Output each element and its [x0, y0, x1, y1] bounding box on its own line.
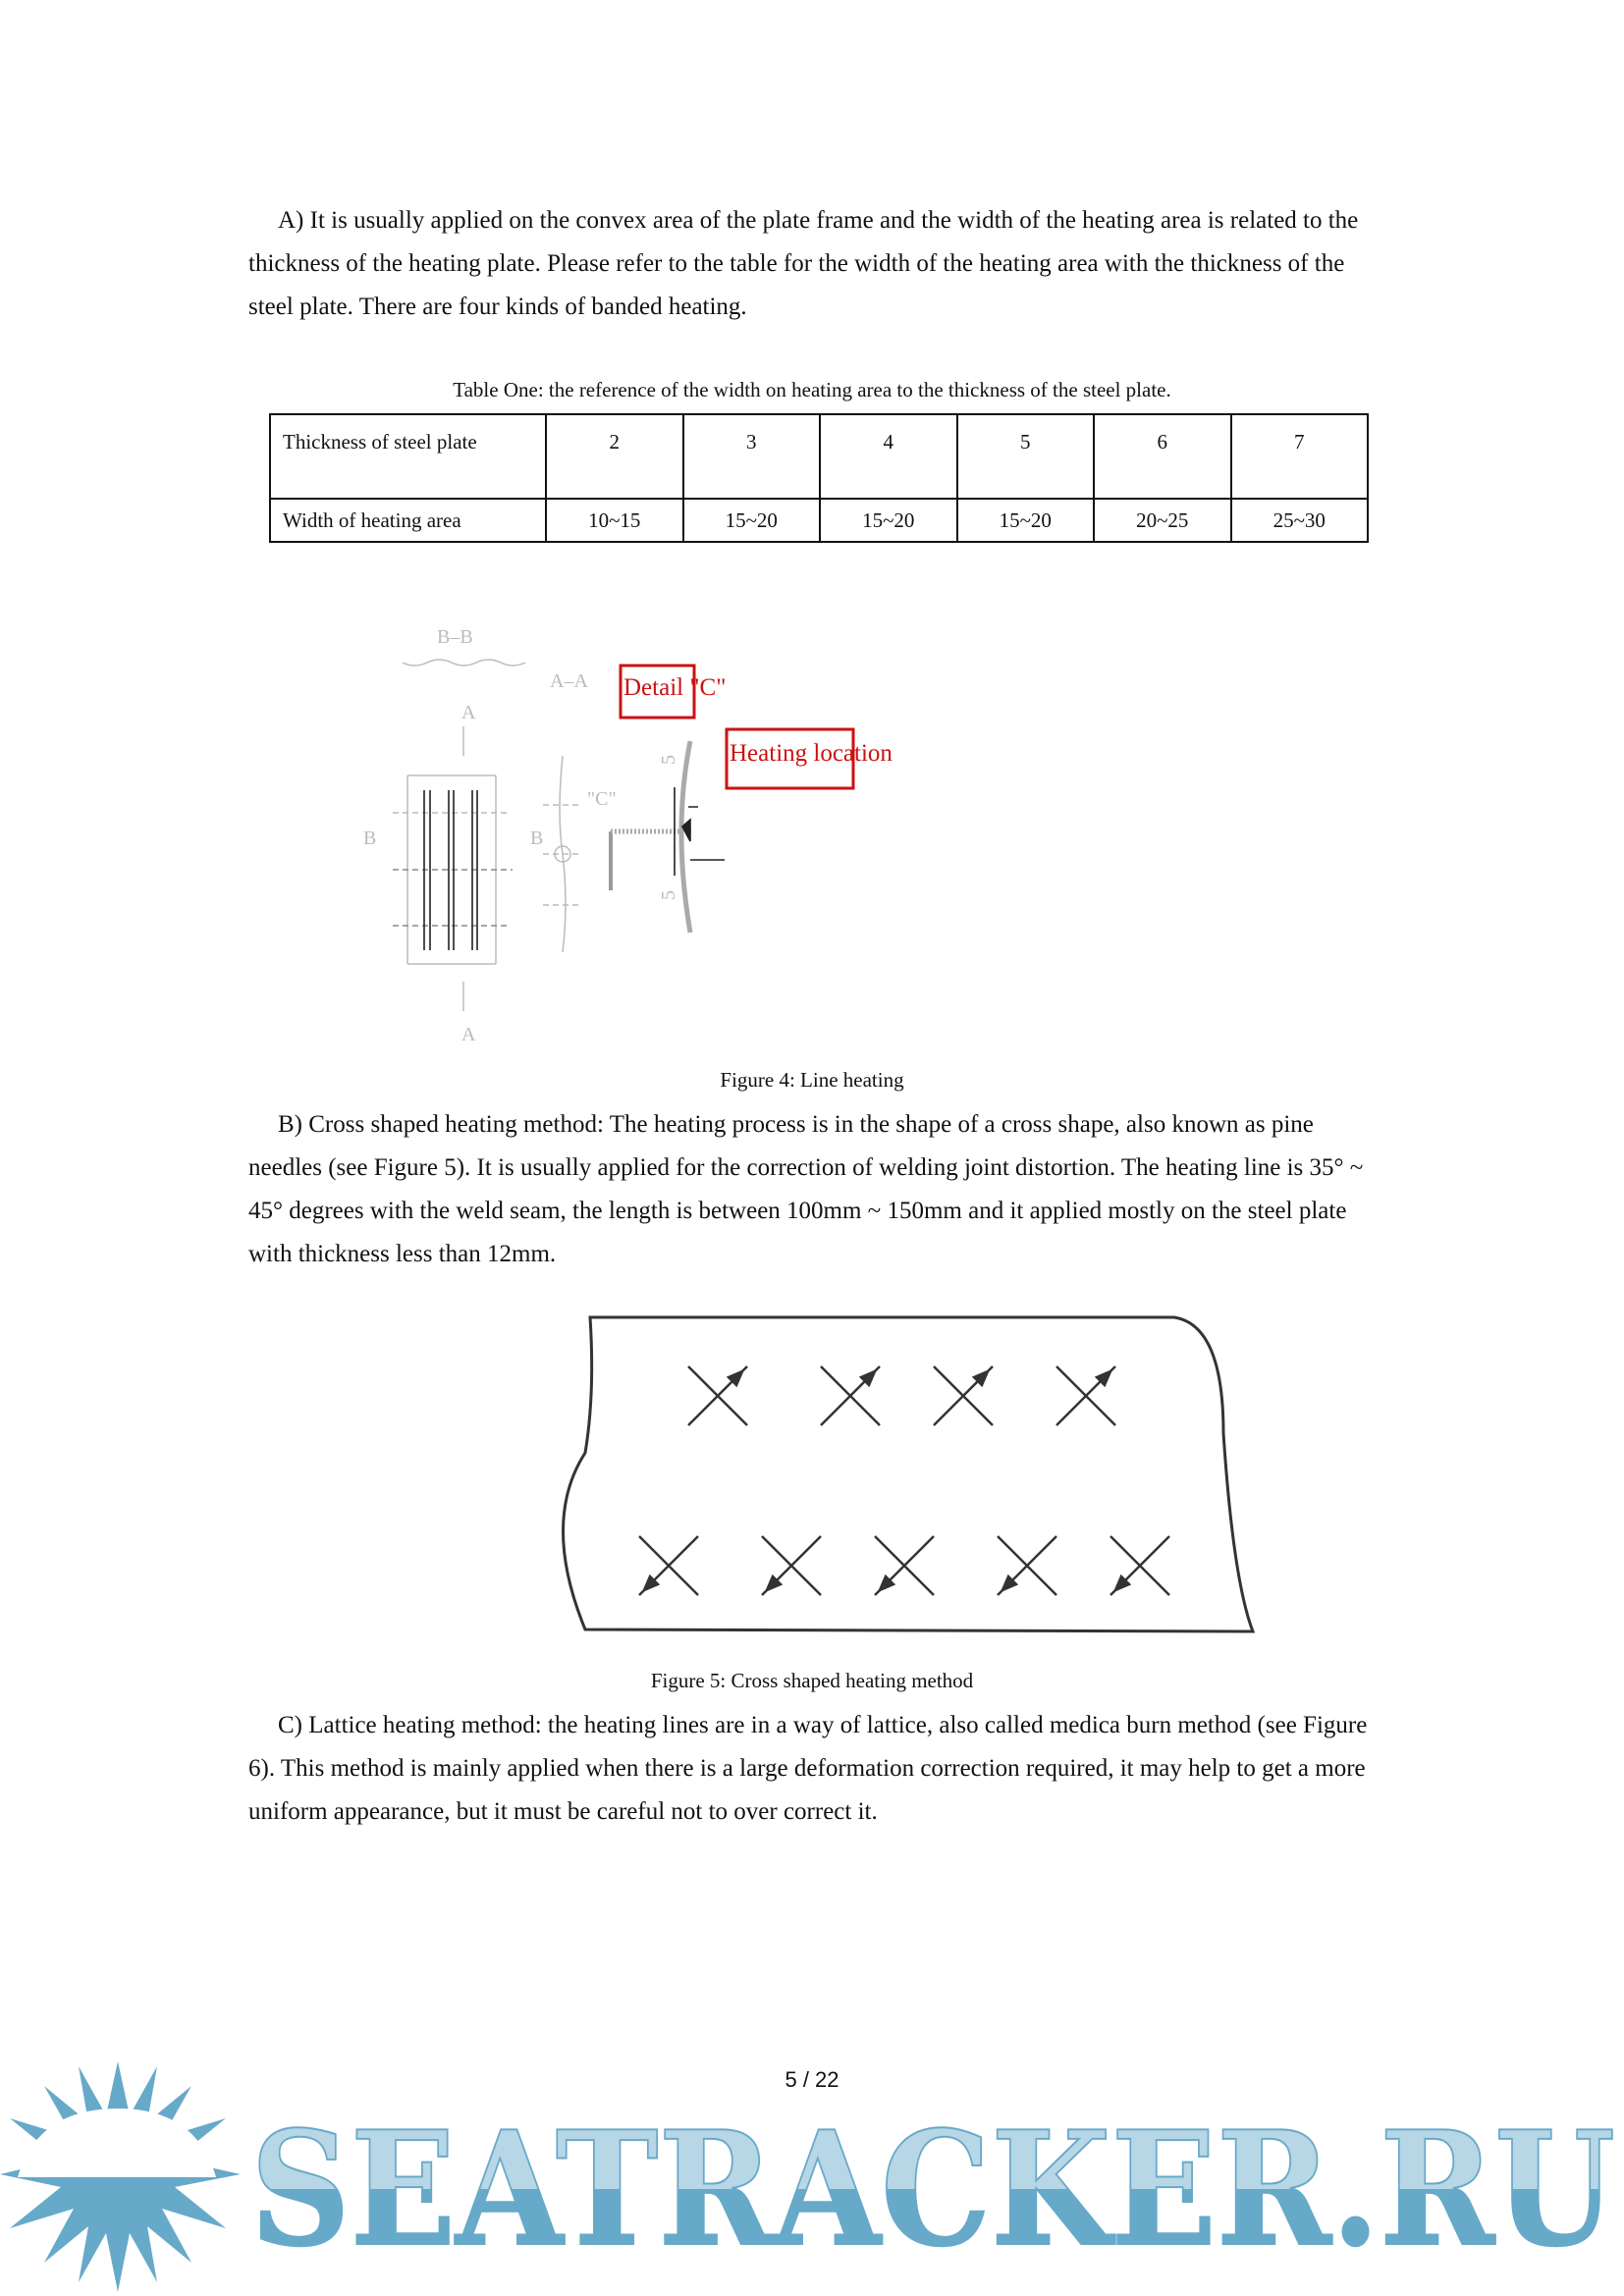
- heating-width-table: [269, 413, 1369, 543]
- label-b-left: B: [363, 828, 377, 849]
- table-cell: 15~20: [683, 499, 821, 542]
- seatracker-watermark-logo: [0, 2061, 1624, 2296]
- label-a-bottom: A: [461, 1024, 476, 1045]
- table-cell: 10~15: [546, 499, 683, 542]
- table-row: [270, 499, 1368, 542]
- paragraph-b: [248, 1103, 1387, 1276]
- table-cell: 2: [546, 414, 683, 499]
- figure-5-cross-heating: [546, 1286, 1292, 1649]
- paragraph-a: [248, 199, 1387, 329]
- row-header: Width of heating area: [270, 499, 546, 542]
- label-c: "C": [587, 788, 617, 810]
- paragraph-c: [248, 1704, 1387, 1834]
- heating-location-label: Heating location: [730, 740, 893, 767]
- table-cell: 5: [957, 414, 1095, 499]
- figure-4-caption: Figure 4: Line heating: [720, 1068, 904, 1092]
- table-cell: 6: [1094, 414, 1231, 499]
- watermark-text: SEATRACKER.RU: [250, 2097, 1615, 2281]
- label-a-top: A: [461, 702, 476, 723]
- table-caption: Table One: the reference of the width on heating area to the thickness of the steel plate.: [453, 378, 1171, 401]
- row-header: Thickness of steel plate: [270, 414, 546, 499]
- table-cell: 4: [820, 414, 957, 499]
- label-5-top: 5: [658, 755, 679, 765]
- table-cell: 3: [683, 414, 821, 499]
- table-cell: 15~20: [957, 499, 1095, 542]
- table-cell: 20~25: [1094, 499, 1231, 542]
- detail-c-label: Detail "C": [623, 674, 727, 701]
- label-5-bottom: 5: [658, 890, 679, 900]
- page-number: 5 / 22: [785, 2067, 839, 2092]
- label-bb: B–B: [437, 626, 473, 648]
- table-cell: 25~30: [1231, 499, 1369, 542]
- table-cell: 7: [1231, 414, 1369, 499]
- figure-5-caption: Figure 5: Cross shaped heating method: [650, 1669, 974, 1692]
- label-b-right: B: [530, 828, 544, 849]
- paragraph-a-text: A) It is usually applied on the convex area of the plate frame and the width of the heating area is related to the thickness of the heating plate. Please refer to the table for the width of the heating area with the thickness of the steel plate. There are four kinds of banded heating.: [248, 207, 1359, 320]
- figure-4-line-heating: [353, 609, 1492, 1060]
- paragraph-b-text: B) Cross shaped heating method: The heating process is in the shape of a cross shape, also known as pine needles (see Figure 5). It is usually applied for the correction of welding joint distortion. The heating line is 35° ~ 45° degrees with the weld seam, the length is between 100mm ~ 150mm and it applied mostly on the steel plate with thickness less than 12mm.: [248, 1111, 1364, 1267]
- table-cell: 15~20: [820, 499, 957, 542]
- table-row: [270, 414, 1368, 499]
- label-aa: A–A: [550, 670, 588, 692]
- paragraph-c-text: C) Lattice heating method: the heating lines are in a way of lattice, also called medica burn method (see Figure 6). This method is mainly applied when there is a large deformation correction required, it may help to get a more uniform appearance, but it must be careful not to over correct it.: [248, 1712, 1368, 1825]
